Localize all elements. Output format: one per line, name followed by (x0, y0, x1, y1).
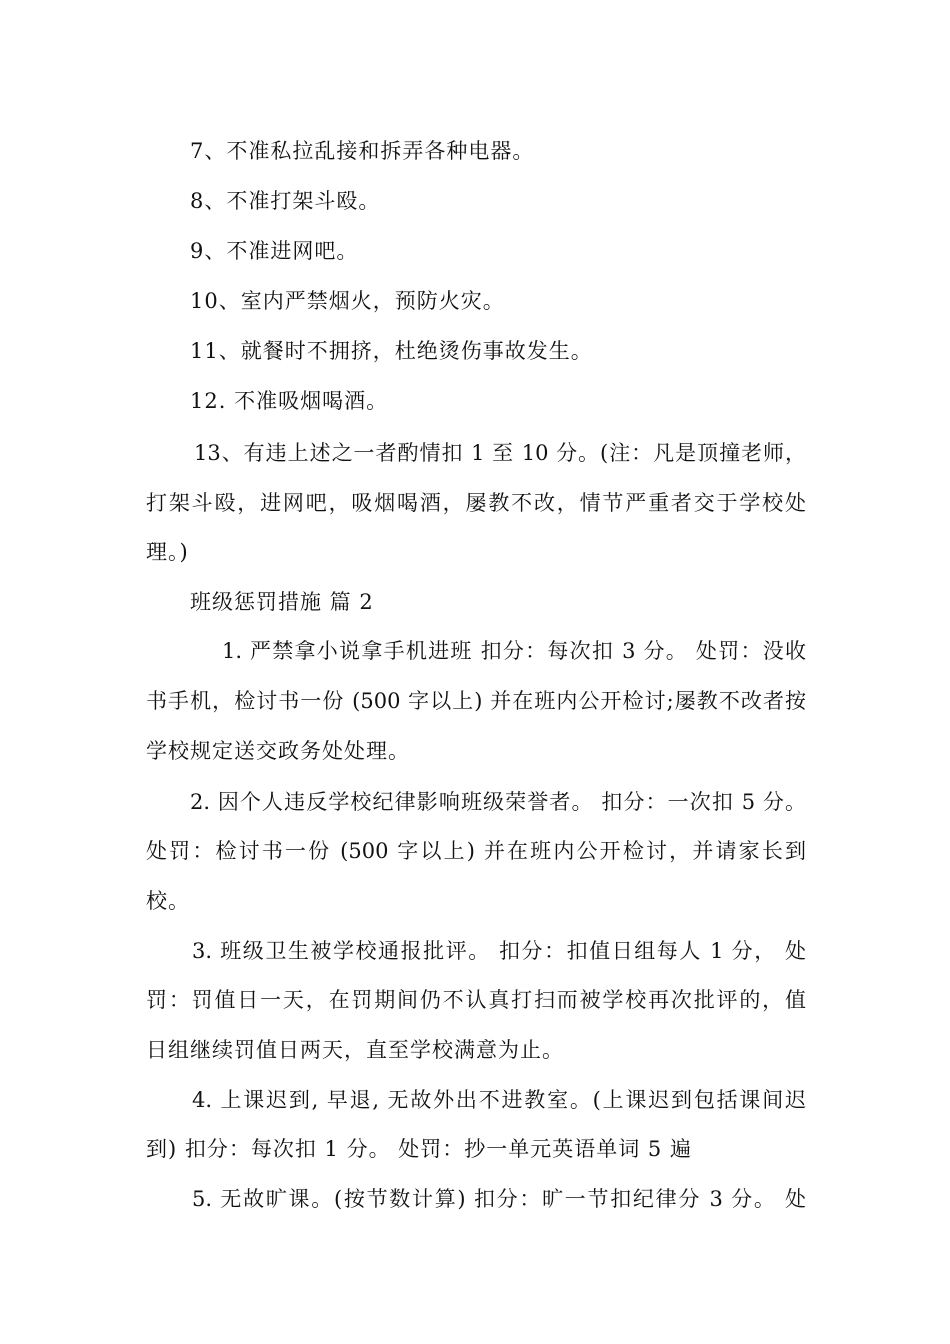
rule-line-9: 9、不准进网吧。 (190, 239, 359, 263)
rule-line-13: 13、有违上述之一者酌情扣 1 至 10 分。(注：凡是顶撞老师， (194, 441, 806, 465)
penalty-item-2: 2. 因个人违反学校纪律影响班级荣誉者。 扣分：一次扣 5 分。 (190, 790, 806, 814)
rule-line-12: 12. 不准吸烟喝酒。 (190, 389, 389, 413)
rule-line-8: 8、不准打架斗殴。 (190, 189, 381, 213)
paragraph-line: 日组继续罚值日两天，直至学校满意为止。 (146, 1038, 564, 1062)
rule-line-11: 11、就餐时不拥挤，杜绝烫伤事故发生。 (190, 339, 593, 363)
rule-line-10: 10、室内严禁烟火，预防火灾。 (190, 289, 505, 313)
paragraph-line: 罚：罚值日一天，在罚期间仍不认真打扫而被学校再次批评的，值 (146, 988, 806, 1012)
penalty-item-5: 5. 无故旷课。(按节数计算) 扣分：旷一节扣纪律分 3 分。 处 (192, 1187, 806, 1211)
paragraph-line: 理。) (146, 540, 189, 564)
paragraph-line: 书手机，检讨书一份 (500 字以上) 并在班内公开检讨;屡教不改者按 (146, 689, 806, 713)
rule-line-7: 7、不准私拉乱接和拆弄各种电器。 (190, 139, 535, 163)
penalty-item-3: 3. 班级卫生被学校通报批评。 扣分：扣值日组每人 1 分， 处 (192, 939, 806, 963)
paragraph-line: 学校规定送交政务处处理。 (146, 739, 410, 763)
paragraph-line: 打架斗殴，进网吧，吸烟喝酒，屡教不改，情节严重者交于学校处 (146, 491, 806, 515)
penalty-item-1: 1. 严禁拿小说拿手机进班 扣分：每次扣 3 分。 处罚：没收 (222, 639, 806, 663)
paragraph-line: 到) 扣分：每次扣 1 分。 处罚：抄一单元英语单词 5 遍 (146, 1137, 692, 1161)
paragraph-line: 处罚：检讨书一份 (500 字以上) 并在班内公开检讨，并请家长到 (146, 839, 806, 863)
paragraph-line: 校。 (146, 889, 190, 913)
section-heading: 班级惩罚措施 篇 2 (190, 590, 374, 614)
penalty-item-4: 4. 上课迟到, 早退, 无故外出不进教室。(上课迟到包括课间迟 (192, 1088, 806, 1112)
